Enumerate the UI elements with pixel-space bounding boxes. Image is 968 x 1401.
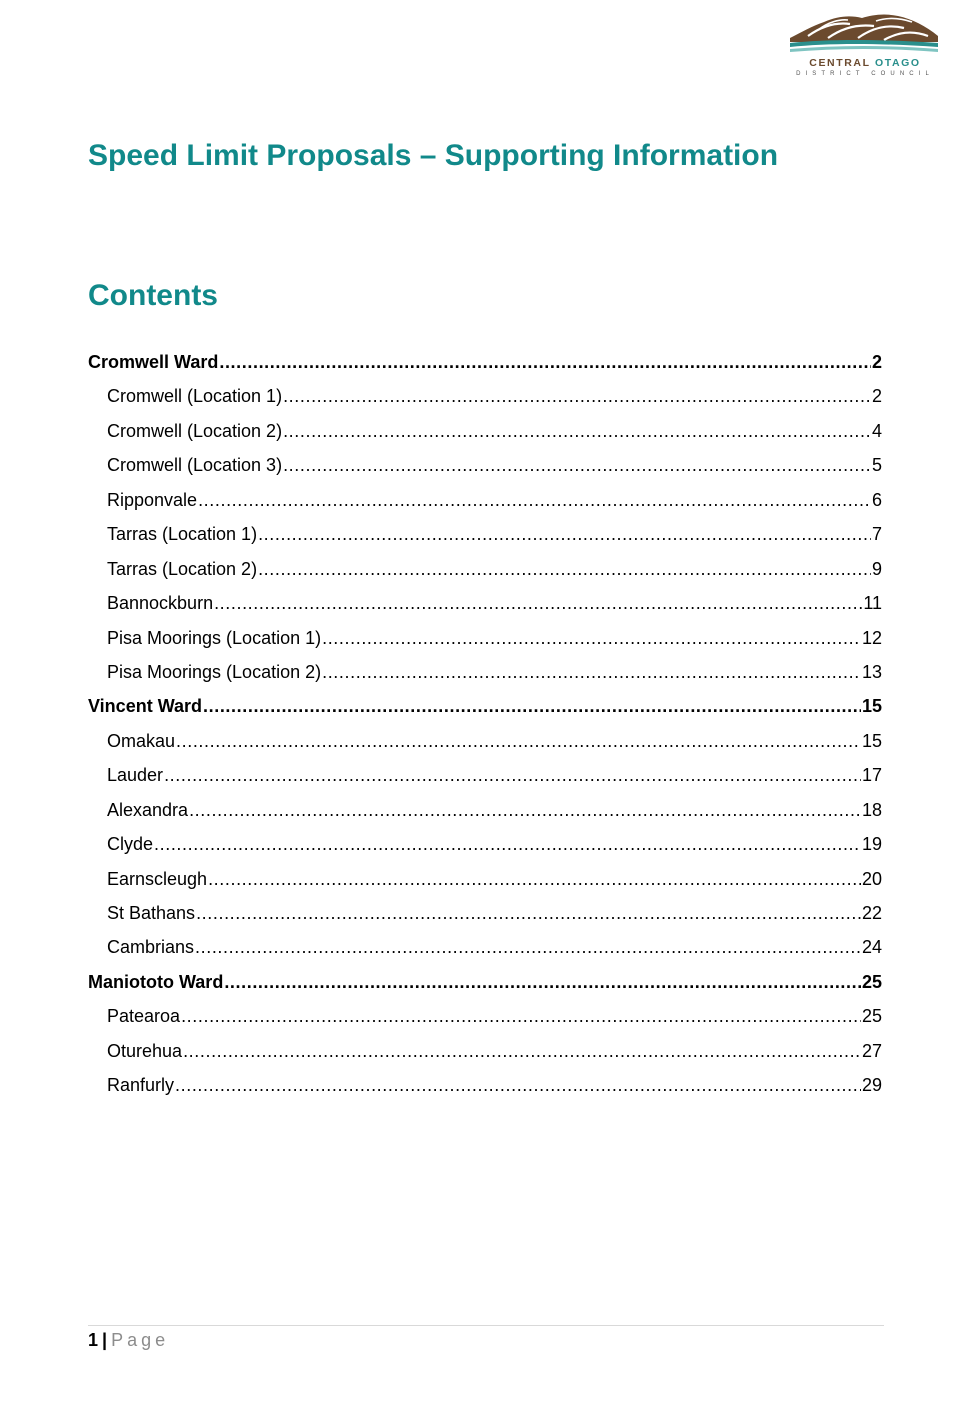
toc-entry-label: Maniototo Ward bbox=[88, 971, 224, 992]
toc-entry-page: 15 bbox=[861, 696, 882, 717]
toc-entry-page: 22 bbox=[861, 903, 882, 923]
toc-location-entry[interactable] bbox=[88, 414, 882, 448]
toc-ward-entry[interactable] bbox=[88, 689, 882, 723]
toc-entry-label: Tarras (Location 1) bbox=[107, 524, 258, 545]
logo-word-otago: OTAGO bbox=[874, 57, 921, 69]
logo-subtitle: DISTRICT COUNCIL bbox=[796, 71, 934, 77]
toc-entry-page: 27 bbox=[861, 1040, 882, 1061]
toc-dot-leader bbox=[198, 483, 871, 517]
toc-entry-page: 9 bbox=[871, 558, 882, 579]
toc-entry-page: 5 bbox=[871, 455, 882, 476]
toc-location-entry[interactable] bbox=[88, 724, 882, 758]
toc-dot-leader bbox=[189, 793, 861, 827]
toc-entry-page: 2 bbox=[871, 352, 882, 372]
toc-entry-page: 29 bbox=[861, 1075, 882, 1096]
toc-location-entry[interactable] bbox=[88, 655, 882, 689]
toc-entry-page: 7 bbox=[871, 524, 882, 545]
toc-dot-leader bbox=[176, 724, 861, 758]
toc-location-entry[interactable] bbox=[88, 483, 882, 517]
toc-location-entry[interactable] bbox=[88, 930, 882, 964]
council-logo bbox=[788, 12, 940, 76]
toc-dot-leader bbox=[322, 655, 861, 689]
toc-entry-page: 17 bbox=[861, 765, 882, 786]
toc-entry-label: Omakau bbox=[107, 730, 176, 751]
toc-entry-label: Ranfurly bbox=[107, 1075, 175, 1096]
toc-dot-leader bbox=[181, 999, 861, 1033]
toc-dot-leader bbox=[164, 758, 861, 792]
toc-entry-label: Lauder bbox=[107, 765, 164, 786]
toc-dot-leader bbox=[283, 379, 871, 413]
toc-ward-entry[interactable] bbox=[88, 965, 882, 999]
toc-entry-label: Patearoa bbox=[107, 1006, 181, 1027]
toc-dot-leader bbox=[224, 965, 861, 999]
toc-entry-label: Clyde bbox=[107, 834, 154, 855]
toc-entry-page: 11 bbox=[863, 593, 882, 614]
toc-location-entry[interactable] bbox=[88, 896, 882, 930]
footer-divider bbox=[88, 1325, 884, 1326]
toc-dot-leader bbox=[283, 414, 871, 448]
contents-heading: Contents bbox=[88, 279, 218, 312]
toc-entry-label: Earnscleugh bbox=[107, 868, 208, 889]
toc-entry-label: Cambrians bbox=[107, 937, 195, 958]
toc-entry-label: Cromwell (Location 2) bbox=[107, 420, 283, 441]
toc-dot-leader bbox=[203, 689, 861, 723]
toc-location-entry[interactable] bbox=[88, 1068, 882, 1102]
page-number: 1 bbox=[88, 1330, 99, 1350]
toc-dot-leader bbox=[183, 1034, 861, 1068]
toc-location-entry[interactable] bbox=[88, 999, 882, 1033]
toc-entry-page: 6 bbox=[871, 489, 882, 510]
toc-entry-label: Vincent Ward bbox=[88, 696, 203, 717]
toc-entry-label: Pisa Moorings (Location 2) bbox=[107, 661, 322, 682]
toc-location-entry[interactable] bbox=[88, 448, 882, 482]
document-title: Speed Limit Proposals – Supporting Information bbox=[88, 139, 779, 172]
toc-dot-leader bbox=[208, 862, 861, 896]
toc-location-entry[interactable] bbox=[88, 552, 882, 586]
toc-entry-page: 24 bbox=[861, 937, 882, 958]
toc-entry-page: 18 bbox=[861, 799, 882, 820]
toc-entry-label: Cromwell Ward bbox=[88, 352, 219, 372]
toc-dot-leader bbox=[258, 552, 871, 586]
toc-entry-label: Alexandra bbox=[107, 799, 189, 820]
toc-location-entry[interactable] bbox=[88, 517, 882, 551]
hills-logo-icon bbox=[788, 12, 940, 56]
toc-entry-page: 12 bbox=[861, 627, 882, 648]
toc-location-entry[interactable] bbox=[88, 758, 882, 792]
toc-dot-leader bbox=[283, 448, 871, 482]
toc-dot-leader bbox=[214, 586, 862, 620]
toc-ward-entry[interactable] bbox=[88, 345, 882, 379]
toc-entry-label: Cromwell (Location 1) bbox=[107, 386, 283, 407]
toc-entry-page: 2 bbox=[871, 386, 882, 407]
toc-dot-leader bbox=[196, 896, 861, 930]
toc-location-entry[interactable] bbox=[88, 862, 882, 896]
toc-location-entry[interactable] bbox=[88, 621, 882, 655]
toc-entry-page: 25 bbox=[861, 1006, 882, 1027]
toc-entry-label: Pisa Moorings (Location 1) bbox=[107, 627, 322, 648]
toc-entry-label: Ripponvale bbox=[107, 489, 198, 510]
toc-dot-leader bbox=[258, 517, 871, 551]
toc-entry-page: 20 bbox=[861, 868, 882, 889]
footer-separator: | bbox=[102, 1330, 108, 1350]
logo-word-central: CENTRAL bbox=[809, 57, 871, 69]
toc-dot-leader bbox=[175, 1068, 861, 1102]
toc-location-entry[interactable] bbox=[88, 1034, 882, 1068]
toc-entry-page: 13 bbox=[861, 661, 882, 682]
page-label: Page bbox=[111, 1330, 170, 1350]
toc-entry-label: Oturehua bbox=[107, 1040, 183, 1061]
toc-entry-page: 15 bbox=[861, 730, 882, 751]
toc-entry-page: 25 bbox=[861, 971, 882, 992]
toc-dot-leader bbox=[219, 345, 871, 379]
logo-wordmark bbox=[790, 57, 940, 69]
toc-location-entry[interactable] bbox=[88, 793, 882, 827]
page-footer bbox=[88, 1329, 169, 1351]
toc-location-entry[interactable] bbox=[88, 379, 882, 413]
table-of-contents bbox=[88, 345, 882, 1103]
toc-location-entry[interactable] bbox=[88, 827, 882, 861]
toc-dot-leader bbox=[154, 827, 861, 861]
toc-entry-label: Cromwell (Location 3) bbox=[107, 455, 283, 476]
toc-entry-label: Tarras (Location 2) bbox=[107, 558, 258, 579]
toc-dot-leader bbox=[322, 621, 861, 655]
toc-entry-label: St Bathans bbox=[107, 903, 196, 923]
toc-entry-page: 4 bbox=[871, 420, 882, 441]
toc-entry-label: Bannockburn bbox=[107, 593, 214, 614]
toc-entry-page: 19 bbox=[861, 834, 882, 855]
toc-location-entry[interactable] bbox=[88, 586, 882, 620]
toc-dot-leader bbox=[195, 930, 861, 964]
